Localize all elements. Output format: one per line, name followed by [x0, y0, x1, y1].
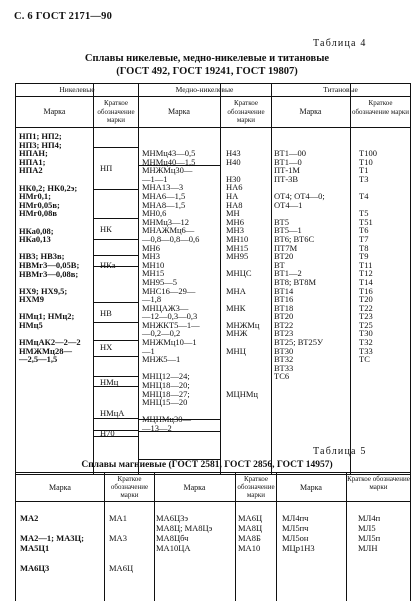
col-grade-nickel: Марка [43, 107, 66, 116]
nickel-code-nk: НК [100, 224, 112, 234]
t5-col-code-2: Краткое обозначение марки [237, 475, 275, 499]
group-nickel: Никелевые [59, 85, 95, 94]
cu-ni-codes: Н43 Н40 Н30 НА6 НА НА8 МН МН6 МН3 МН10 МН15 МН95 МНЦС МНА МНК МНЖМц МНЖ МНЦ МЦНМц [226, 148, 260, 399]
nickel-code-np: НП [100, 163, 113, 173]
t5-col-grade-3: Марка [300, 483, 322, 492]
group-titanium: Титановые [323, 85, 358, 94]
nickel-code-nka: НКа [100, 260, 116, 270]
nickel-code-nh: НХ [100, 342, 113, 352]
col-grade-cu: Марка [168, 107, 190, 116]
nickel-code-n70: Н70 [100, 428, 115, 438]
table4 [15, 83, 411, 475]
nickel-code-nv: НВ [100, 308, 112, 318]
col-code-nickel: Краткое обозначение марки [97, 99, 135, 124]
t5-codes-3: МЛ4п МЛ5 МЛ5п МЛН [358, 513, 381, 553]
t5-col-code-3: Краткое обозначение марки [347, 475, 410, 491]
ti-grades: ВТ1—00 ВТ1—0 ПТ-1М ПТ-3В ОТ4; ОТ4—0; ОТ4—1 ВТ5 ВТ5—1 ВТ6; ВТ6С ПТ7М ВТ20 ВТ ВТ1—2 ВТ8; ВТ8М ВТ14 ВТ16 ВТ18 ВТ20 ВТ22 ВТ23 ВТ25; ВТ25У ВТ30 ВТ32 ВТ33 ТС6 [274, 148, 325, 382]
ti-codes: Т100 Т10 Т1 Т3 Т4 Т5 Т51 Т6 Т7 Т8 Т9 Т11 Т12 Т14 Т16 Т20 Т22 Т23 Т25 Т30 Т32 Т33 ТС [359, 148, 377, 365]
col-grade-ti: Марка [299, 107, 322, 116]
t5-col-grade-2: Марка [183, 483, 206, 492]
t5-codes-2: МА6Ц МА8Ц МА8Б МА10 [238, 513, 263, 553]
t5-grades-2: МА6Ц3э МА8Ц; МА8Цэ МА8Цбч МА10ЦА [156, 513, 213, 553]
t5-grades-1: МА2 МА2—1; МА3Ц; МА5Ц1 МА6Ц3 [20, 513, 84, 573]
nickel-code-nmca: НМцА [100, 408, 125, 418]
table4-label: Таблица 4 [313, 38, 367, 49]
t5-col-code-1: Краткое обозначение марки [110, 475, 149, 499]
t5-col-grade-1: Марка [49, 483, 71, 492]
col-code-ti: Краткое обозначение марки [351, 99, 409, 116]
t5-codes-1: МА1 МА3 МА6Ц [109, 513, 134, 573]
group-copper-nickel: Медно-никелевые [175, 85, 234, 94]
t5-grades-3: МЛ4пч МЛ5пч МЛ5он МЦр1Н3 [282, 513, 315, 553]
page-header: С. 6 ГОСТ 2171—90 [14, 11, 113, 22]
table5 [15, 472, 411, 601]
nickel-grades: НП1; НП2; НП3; НП4; НПАН; НПА1; НПА2 НК0,2; НК0,2э; НМг0,1; НМг0,05в; НМг0,08в НКа0,08; НКа0,13 НВ3; НВ3в; НВМг3—0,05В; НВМг3—0,08в; НХ9; НХ9,5; НХМ9 НМц1; НМц2; НМц5 НМцАК2—2—2 НМЖМц28— —2,5—1,5 [19, 131, 81, 365]
table4-title-line2: (ГОСТ 492, ГОСТ 19241, ГОСТ 19807) [116, 66, 298, 77]
table4-title-line1: Сплавы никелевые, медно-никелевые и титановые [84, 53, 330, 64]
cu-ni-grades: МНМц43—0,5 МНМц40—1,5 МНЖМц30— —1—1 МНА13—3 МНА6—1,5 МНА8—1,5 МН0,6 МНМц3—12 МНАЖМц6— —0,8—0,8—0,6 МН6 МН3 МН10 МН15 МН95—5 МНС16—29— —1,8 МНЦАЖ3— —12—0,3—0,3 МНЖКТ5—1— —0,2—0,2 МНЖМц10—1 —1 МНЖ5—1 МНЦ12—24; МНЦ18—20; МНЦ18—27; МНЦ15—20 МЦНМц30— —13—2 [142, 148, 200, 433]
table5-title: Сплавы магниевые (ГОСТ 2581, ГОСТ 2856, ГОСТ 14957) [81, 460, 333, 470]
table5-label: Таблица 5 [313, 446, 367, 457]
col-code-cu: Краткое обозначение марки [227, 99, 265, 124]
nickel-code-nmc: НМц [100, 377, 119, 387]
